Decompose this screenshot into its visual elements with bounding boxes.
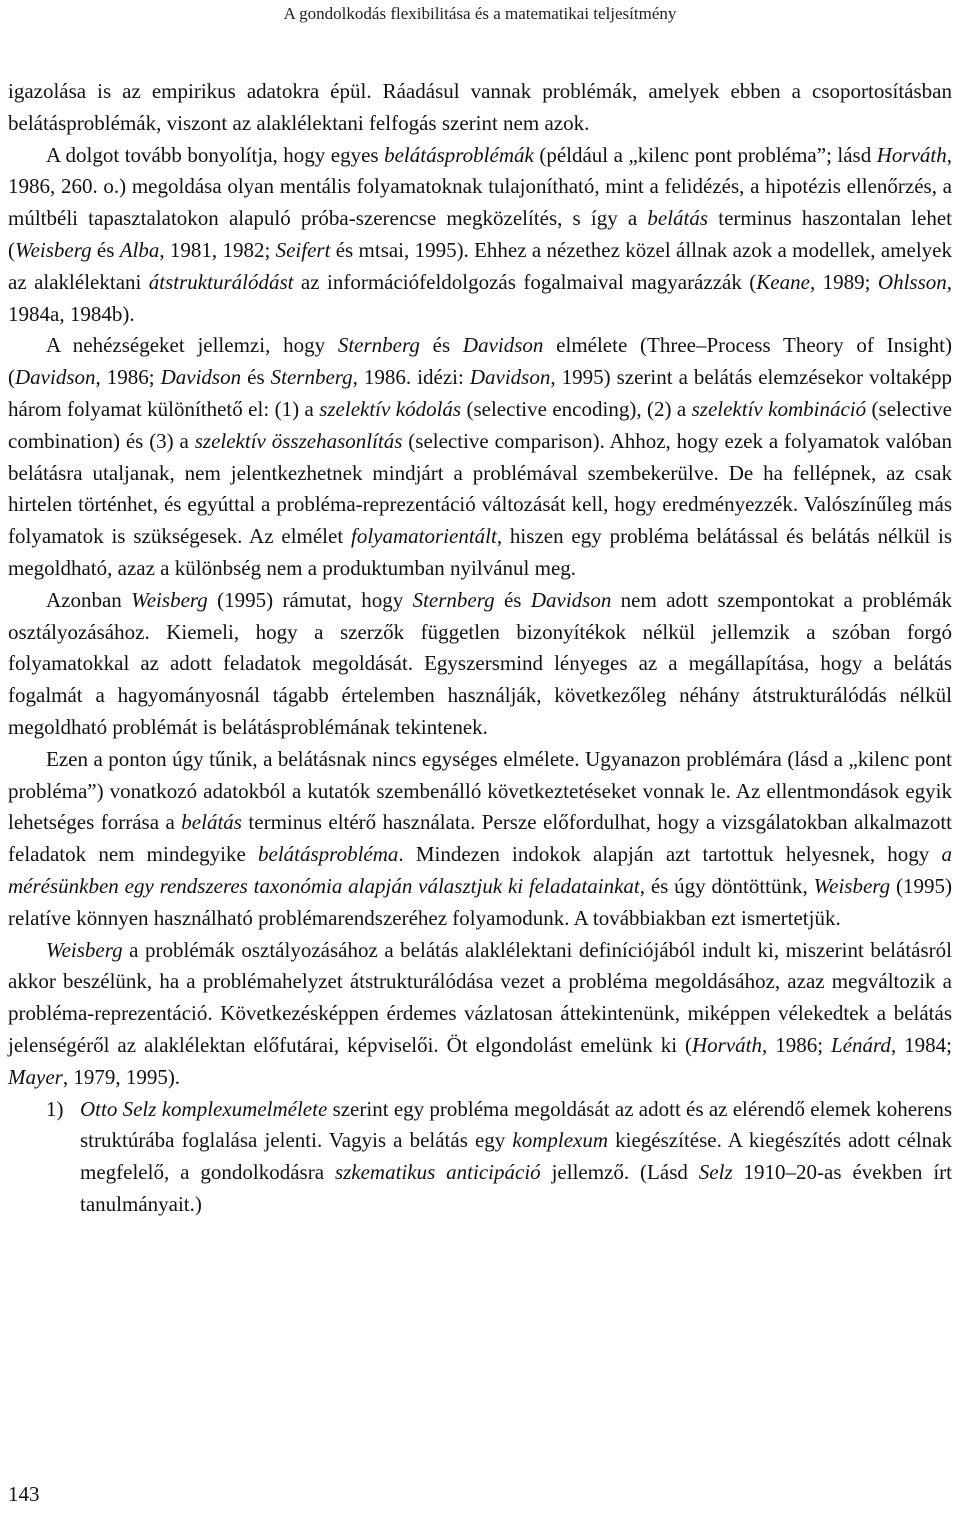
text-run: , 1986. idézi: [352, 365, 470, 390]
italic-text-run: Davidson [469, 365, 551, 390]
paragraph [8, 330, 952, 584]
page-number: 143 [8, 1482, 40, 1506]
text-run: kiegészítése. A kiegészítés adott célnak megfelelő, a gondolkodásra [80, 1128, 952, 1185]
italic-text-run: Davidson [462, 333, 544, 358]
italic-text-run: átstrukturálódást [148, 269, 294, 294]
body-text [8, 76, 952, 1221]
italic-text-run: belátásproblémák [384, 142, 534, 167]
running-header: A gondolkodás flexibilitása és a matematikai teljesítmény [283, 4, 677, 23]
italic-text-run: komplexum [512, 1128, 609, 1153]
italic-text-run: Sternberg [412, 587, 495, 612]
italic-text-run: szkematikus anticipáció [334, 1160, 541, 1185]
italic-text-run: folyamatorientált [351, 524, 497, 549]
italic-text-run: a mérésünkben egy rendszeres taxonómia alapján választjuk ki feladatainkat [8, 842, 952, 898]
text-run: (selective combination) és (3) a [8, 396, 953, 453]
text-run: , 1995) szerint a belátás elemzésekor voltaképp három folyamat különíthető el: (1) a [8, 365, 952, 421]
text-run: és [241, 365, 271, 390]
text-run: (selective encoding), (2) a [461, 396, 692, 421]
italic-text-run: Seifert [275, 237, 331, 262]
text-run: , 1986; [762, 1032, 832, 1057]
text-run: (1995) relatíve könnyen használható problémarendszeréhez folyamodunk. A továbbiakban ezt ismertetjük. [8, 873, 952, 930]
text-run: (1995) rámutat, hogy [207, 587, 413, 612]
text-run: A nehézségeket jellemzi, hogy [46, 333, 338, 358]
italic-text-run: belátásprobléma [258, 842, 399, 867]
italic-text-run: Horváth [876, 142, 947, 167]
paragraph [8, 935, 952, 1094]
list-item-text [80, 1097, 952, 1216]
italic-text-run: Keane [756, 269, 810, 294]
text-run: terminus haszontalan lehet ( [8, 206, 952, 262]
text-run: , és úgy döntöttünk, [639, 873, 814, 898]
text-run: . Mindezen indokok alapján azt tartottuk helyesnek, hogy [398, 842, 942, 867]
text-run: , hiszen egy probléma belátással és belátás nélkül is megoldható, azaz a különbség nem a produktumban nyilvánul meg. [8, 524, 952, 580]
text-run: szerint egy probléma megoldását az adott és az elérendő elemek koherens struktúrába foglalása jelenti. Vagyis a belátás egy [80, 1096, 953, 1153]
list-number: 1) [46, 1096, 64, 1121]
text-run: és [494, 587, 531, 612]
italic-text-run: szelektív kódolás [319, 396, 462, 421]
paragraph [8, 76, 952, 140]
text-run: , 1986, 260. o.) megoldása olyan mentális folyamatoknak tulajonítható, mint a felidézés, a hipotézis ellenőrzés, a múltbéli tapasztalatokon alapuló próba-szerencse megközelítés, s így a [8, 142, 952, 231]
italic-text-run: Otto Selz komplexumelmélete [80, 1096, 328, 1121]
text-run: nem adott szempontokat a problémák osztályozásához. Kiemeli, hogy a szerzők független bizonyítékok nélkül jellemzik a szóban forgó folyamatokkal az adott feladatok megoldását. Egyszersmind lényeges az a megállapítása, hogy a belátás fogalmát a hagyományosnál tágabb értelemben használják, következőleg néhány átstrukturálódás nélkül megoldható problémát is belátásproblémának tekintenek. [8, 587, 953, 739]
text-run: , 1986; [95, 365, 161, 390]
italic-text-run: szelektív kombináció [691, 396, 867, 421]
text-run: 1910–20-as években írt tanulmányait.) [80, 1160, 952, 1216]
paragraph [8, 140, 952, 331]
text-run: , 1979, 1995). [62, 1064, 181, 1089]
italic-text-run: Davidson [15, 365, 96, 390]
text-run: az információfeldolgozás fogalmaival magyarázzák ( [293, 269, 757, 294]
italic-text-run: Mayer [8, 1064, 63, 1089]
text-run: (például a „kilenc pont probléma”; lásd [533, 142, 877, 167]
italic-text-run: Weisberg [813, 873, 891, 898]
italic-text-run: Lénárd [831, 1032, 891, 1057]
italic-text-run: Weisberg [15, 237, 92, 262]
italic-text-run: Davidson [160, 365, 242, 390]
italic-text-run: Weisberg [131, 587, 208, 612]
text-run: a problémák osztályozásához a belátás alaklélektani definíciójából indult ki, miszerint belátásról akkor beszélünk, ha a problémahelyzet átstrukturálódása vezet a probléma megoldásához, azaz megváltozik a probléma-reprezentáció. Következésképpen érdemes vázlatosan áttekintenünk, miképpen vélekedtek a belátás jelenségéről az alaklélektan előfutárai, képviselői. Öt elgondolást emelünk ki ( [8, 937, 952, 1057]
list-item [8, 1094, 952, 1221]
text-run: Ezen a ponton úgy tűnik, a belátásnak nincs egységes elmélete. Ugyanazon problémára (lásd a „kilenc pont probléma”) vonatkozó adatokból a kutatók szembenálló következtetéseket vonnak le. Az ellentmondások egyik lehetséges forrása a [8, 746, 952, 835]
italic-text-run: Sternberg [337, 333, 420, 358]
paragraph [8, 585, 952, 744]
text-run: terminus eltérő használata. Persze előfordulhat, hogy a vizsgálatokban alkalmazott feladatok nem mindegyike [8, 810, 952, 867]
text-run: Azonban [46, 587, 132, 612]
text-run: elmélete (Three–Process Theory of Insight) ( [8, 333, 952, 390]
text-run: , 1984; [890, 1032, 952, 1057]
italic-text-run: Sternberg [270, 365, 353, 390]
text-run: , 1984a, 1984b). [8, 269, 953, 326]
text-run: és [419, 333, 463, 358]
text-run: jellemző. (Lásd [540, 1160, 699, 1185]
text-run: és [91, 237, 120, 262]
text-run: , 1989; [809, 269, 878, 294]
italic-text-run: belátás [647, 206, 709, 231]
italic-text-run: Weisberg [46, 937, 123, 962]
text-run: , 1981, 1982; [159, 237, 276, 262]
italic-text-run: Horváth [692, 1032, 762, 1057]
italic-text-run: szelektív összehasonlítás [194, 428, 403, 453]
italic-text-run: belátás [181, 810, 242, 835]
italic-text-run: Alba [119, 237, 160, 262]
text-run: igazolása is az empirikus adatokra épül. Ráadásul vannak problémák, amelyek ebben a csoportosításban belátásproblémák, viszont az alaklélektani felfogás szerint nem azok. [8, 79, 952, 135]
italic-text-run: Selz [698, 1160, 733, 1185]
italic-text-run: Davidson [530, 587, 612, 612]
italic-text-run: Ohlsson [877, 269, 947, 294]
text-run: (selective comparison). Ahhoz, hogy ezek a folyamatok valóban belátásra utaljanak, nem jelentkezhetnek mindjárt a problémával szembekerülve. De ha fellépnek, az csak hirtelen történhet, és egyúttal a probléma-reprezentáció változását kell, hogy eredményezzék. Valószínűleg más folyamatok is szükségesek. Az elmélet [8, 428, 952, 549]
paragraph [8, 744, 952, 935]
text-run: és mtsai, 1995). Ehhez a nézethez közel állnak azok a modellek, amelyek az alaklélektani [8, 237, 952, 294]
text-run: A dolgot tovább bonyolítja, hogy egyes [46, 142, 385, 167]
